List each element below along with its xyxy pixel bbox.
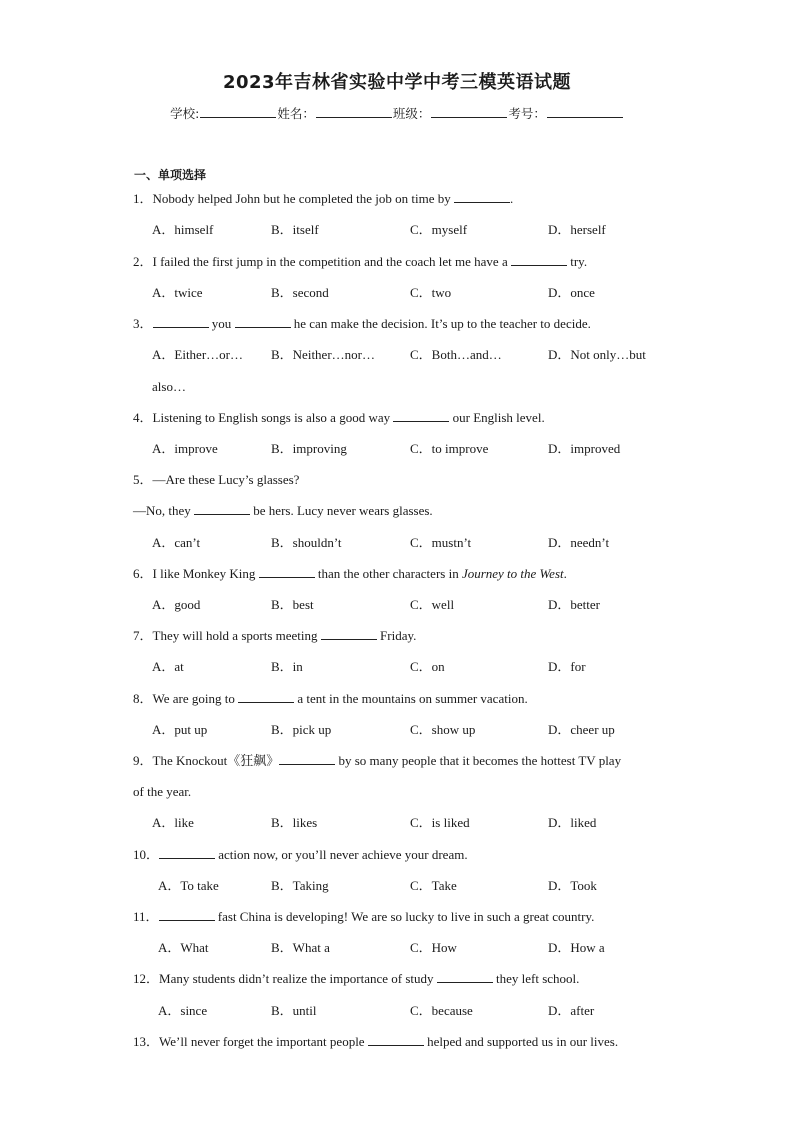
answer-blank[interactable] [159, 847, 215, 859]
question-text: I failed the first jump in the competition and the coach let me have a [152, 254, 511, 269]
answer-blank[interactable] [279, 753, 335, 765]
question-stem [133, 753, 621, 769]
option-continuation: also… [152, 379, 186, 394]
option-c[interactable]: C．Take [410, 878, 457, 893]
exam-no-blank[interactable] [547, 105, 623, 118]
question-number: 11． [133, 909, 159, 924]
option-d[interactable]: D．Took [548, 878, 597, 893]
option-a[interactable]: A．good [152, 597, 201, 612]
question-stem [133, 628, 416, 644]
question-number: 12． [133, 971, 160, 986]
question-text: our English level. [449, 410, 545, 425]
student-info-line [0, 104, 794, 122]
answer-blank[interactable] [454, 191, 510, 203]
question-text: —No, they [133, 503, 195, 518]
question-number: 1． [133, 191, 153, 206]
question-text: —Are these Lucy’s glasses? [152, 472, 300, 487]
question-stem [133, 909, 594, 925]
question-stem [133, 410, 545, 426]
option-b[interactable]: B．likes [271, 815, 318, 830]
exam-no-label: 考号： [508, 106, 546, 121]
option-b[interactable]: B．shouldn’t [271, 535, 342, 550]
option-c[interactable]: C．to improve [410, 441, 489, 456]
dialogue-line [133, 503, 433, 519]
question-continuation: of the year. [133, 784, 192, 799]
page-title: 2023年吉林省实验中学中考三模英语试题 [222, 72, 572, 93]
option-c[interactable]: C．myself [410, 222, 468, 237]
option-b[interactable]: B．Neither…nor… [271, 347, 375, 362]
question-stem [133, 566, 567, 582]
class-label: 班级： [392, 106, 431, 121]
option-c[interactable]: C．How [410, 940, 457, 955]
option-a[interactable]: A．improve [152, 441, 218, 456]
name-blank[interactable] [316, 105, 392, 118]
option-a[interactable]: A．twice [152, 285, 203, 300]
question-text: We are going to [152, 691, 239, 706]
class-blank[interactable] [431, 105, 507, 118]
book-title: Journey to the West [461, 566, 564, 581]
answer-blank[interactable] [368, 1034, 424, 1046]
option-b[interactable]: B．itself [271, 222, 319, 237]
option-d[interactable]: D．cheer up [548, 722, 615, 737]
answer-blank[interactable] [159, 909, 215, 921]
question-stem [133, 971, 579, 987]
option-c[interactable]: C．show up [410, 722, 476, 737]
question-number: 6． [133, 566, 153, 581]
option-d[interactable]: D．Not only…but [548, 347, 646, 362]
option-b[interactable]: B．What a [271, 940, 330, 955]
question-text: than the other characters in [314, 566, 462, 581]
question-text: fast China is developing! We are so lucky to live in such a great country. [214, 909, 595, 924]
option-c[interactable]: C．well [410, 597, 455, 612]
option-d[interactable]: D．needn’t [548, 535, 610, 550]
question-stem [133, 254, 587, 270]
answer-blank[interactable] [321, 628, 377, 640]
question-text: They will hold a sports meeting [152, 628, 321, 643]
option-a[interactable]: A．like [152, 815, 194, 830]
option-d[interactable]: D．How a [548, 940, 605, 955]
question-number: 3． [133, 316, 153, 331]
option-b[interactable]: B．Taking [271, 878, 329, 893]
question-text: Listening to English songs is also a good way [152, 410, 394, 425]
answer-blank[interactable] [238, 691, 294, 703]
option-a[interactable]: A．To take [158, 878, 219, 893]
answer-blank[interactable] [393, 410, 449, 422]
option-a[interactable]: A．Either…or… [152, 347, 243, 362]
answer-blank[interactable] [259, 566, 315, 578]
option-a[interactable]: A．can’t [152, 535, 201, 550]
option-b[interactable]: B．in [271, 659, 303, 674]
question-text: We’ll never forget the important people [159, 1034, 368, 1049]
question-text: helped and supported us in our lives. [423, 1034, 619, 1049]
question-text: he can make the decision. It’s up to the teacher to decide. [290, 316, 591, 331]
question-number: 8． [133, 691, 153, 706]
option-a[interactable]: A．at [152, 659, 184, 674]
option-b[interactable]: B．until [271, 1003, 317, 1018]
name-label: 姓名： [277, 106, 315, 121]
answer-blank[interactable] [511, 254, 567, 266]
question-text: try. [566, 254, 588, 269]
option-a[interactable]: A．put up [152, 722, 208, 737]
option-b[interactable]: B．pick up [271, 722, 332, 737]
option-c[interactable]: C．Both…and… [410, 347, 502, 362]
question-text: I like Monkey King [152, 566, 259, 581]
option-d[interactable]: D．better [548, 597, 600, 612]
option-c[interactable]: C．because [410, 1003, 473, 1018]
question-number: 7． [133, 628, 153, 643]
question-text: . [563, 566, 567, 581]
option-c[interactable]: C．on [410, 659, 445, 674]
question-stem [133, 691, 528, 707]
question-text: a tent in the mountains on summer vacation. [294, 691, 528, 706]
option-d[interactable]: D．improved [548, 441, 621, 456]
school-blank[interactable] [200, 105, 276, 118]
option-b[interactable]: B．best [271, 597, 314, 612]
question-text: they left school. [492, 971, 580, 986]
option-d[interactable]: D．once [548, 285, 595, 300]
question-number: 5． [133, 472, 153, 487]
question-text: Many students didn’t realize the importance of study [159, 971, 437, 986]
option-a[interactable]: A．himself [152, 222, 214, 237]
question-text: . [510, 191, 514, 206]
answer-blank[interactable] [153, 316, 209, 328]
question-text: by so many people that it becomes the hottest TV play [335, 753, 622, 768]
question-number: 13． [133, 1034, 160, 1049]
question-text: Friday. [376, 628, 417, 643]
option-d[interactable]: D．after [548, 1003, 595, 1018]
question-text: you [208, 316, 235, 331]
question-stem [133, 316, 591, 332]
question-number: 2． [133, 254, 153, 269]
option-c[interactable]: C．is liked [410, 815, 470, 830]
option-d[interactable]: D．liked [548, 815, 597, 830]
option-c[interactable]: C．mustn’t [410, 535, 472, 550]
section-title: 一、单项选择 [134, 168, 207, 182]
question-stem [133, 191, 513, 207]
option-a[interactable]: A．What [158, 940, 209, 955]
option-d[interactable]: D．herself [548, 222, 606, 237]
question-number: 9． [133, 753, 153, 768]
answer-blank[interactable] [194, 503, 250, 515]
question-stem [133, 472, 299, 488]
question-text: be hers. Lucy never wears glasses. [250, 503, 433, 518]
question-stem [133, 1034, 618, 1050]
answer-blank[interactable] [437, 971, 493, 983]
option-d[interactable]: D．for [548, 659, 586, 674]
question-text: The Knockout《狂飙》 [152, 753, 280, 768]
school-label: 学校: [170, 106, 200, 121]
answer-blank[interactable] [235, 316, 291, 328]
question-number: 4． [133, 410, 153, 425]
option-b[interactable]: B．second [271, 285, 329, 300]
question-text: action now, or you’ll never achieve your dream. [215, 847, 468, 862]
question-text: Nobody helped John but he completed the job on time by [152, 191, 454, 206]
option-b[interactable]: B．improving [271, 441, 347, 456]
option-c[interactable]: C．two [410, 285, 452, 300]
option-a[interactable]: A．since [158, 1003, 208, 1018]
question-number: 10． [133, 847, 160, 862]
question-stem [133, 847, 468, 863]
